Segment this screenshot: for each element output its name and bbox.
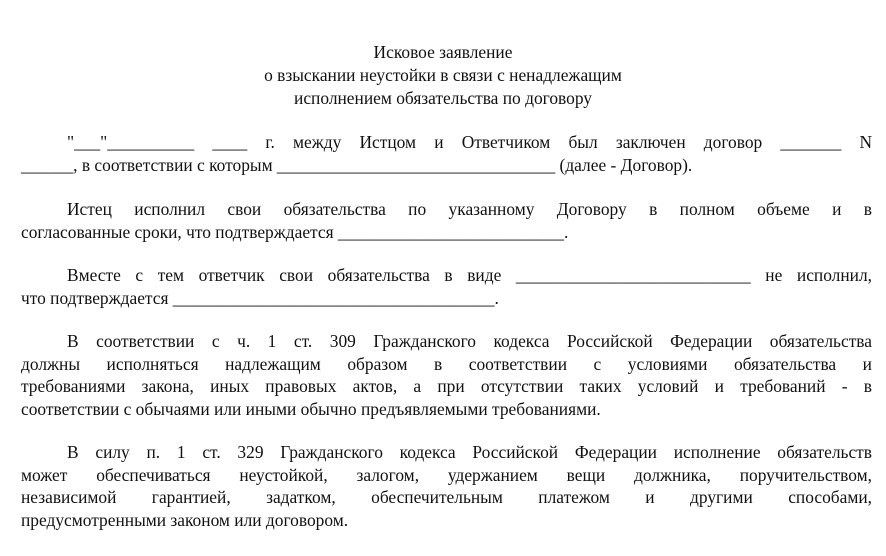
paragraph-line: ______, в соответствии с которым ________________________________ (далее - Договор). — [21, 154, 693, 175]
paragraph-line: соответствии с обычаями или иными обычно предъявляемыми требованиями. — [21, 398, 601, 419]
paragraph-line: Истец исполнил свои обязательства по указанному Договору в полном объеме и в — [67, 199, 872, 219]
paragraph-line: независимой гарантией, задатком, обеспечительным платежом и другими способами, — [21, 487, 872, 507]
title-line-2: о взыскании неустойки в связи с ненадлежащим — [264, 65, 622, 85]
paragraph-line: согласованные сроки, что подтверждается __________________________. — [21, 221, 569, 242]
document-title — [0, 41, 886, 110]
paragraph-article-329 — [21, 441, 872, 531]
paragraph-line: должны исполняться надлежащим образом в соответствии с условиями обязательства и — [21, 353, 872, 374]
paragraph-line: "___"__________ ____ г. между Истцом и Ответчиком был заключен договор _______ N — [67, 132, 872, 152]
paragraph-line: В соответствии с ч. 1 ст. 309 Гражданского кодекса Российской Федерации обязательства — [67, 331, 872, 351]
paragraph-line: может обеспечиваться неустойкой, залогом, удержанием вещи должника, поручительством, — [21, 464, 872, 485]
paragraph-line: требованиями закона, иных правовых актов, а при отсутствии таких условий и требований - в — [21, 376, 872, 396]
paragraph-line: что подтверждается _____________________________________. — [21, 287, 499, 308]
paragraph-line: Вместе с тем ответчик свои обязательства в виде ___________________________ не исполнил, — [67, 265, 872, 285]
paragraph-line: В силу п. 1 ст. 329 Гражданского кодекса Российской Федерации исполнение обязательств — [67, 442, 872, 462]
title-line-3: исполнением обязательства по договору — [294, 88, 592, 108]
paragraph-defendant-failed — [21, 264, 872, 309]
title-line-1: Исковое заявление — [373, 42, 513, 62]
paragraph-line: предусмотренными законом или договором. — [21, 509, 349, 530]
paragraph-plaintiff-fulfilled — [21, 198, 872, 243]
paragraph-contract-date — [21, 131, 872, 176]
paragraph-article-309 — [21, 330, 872, 420]
